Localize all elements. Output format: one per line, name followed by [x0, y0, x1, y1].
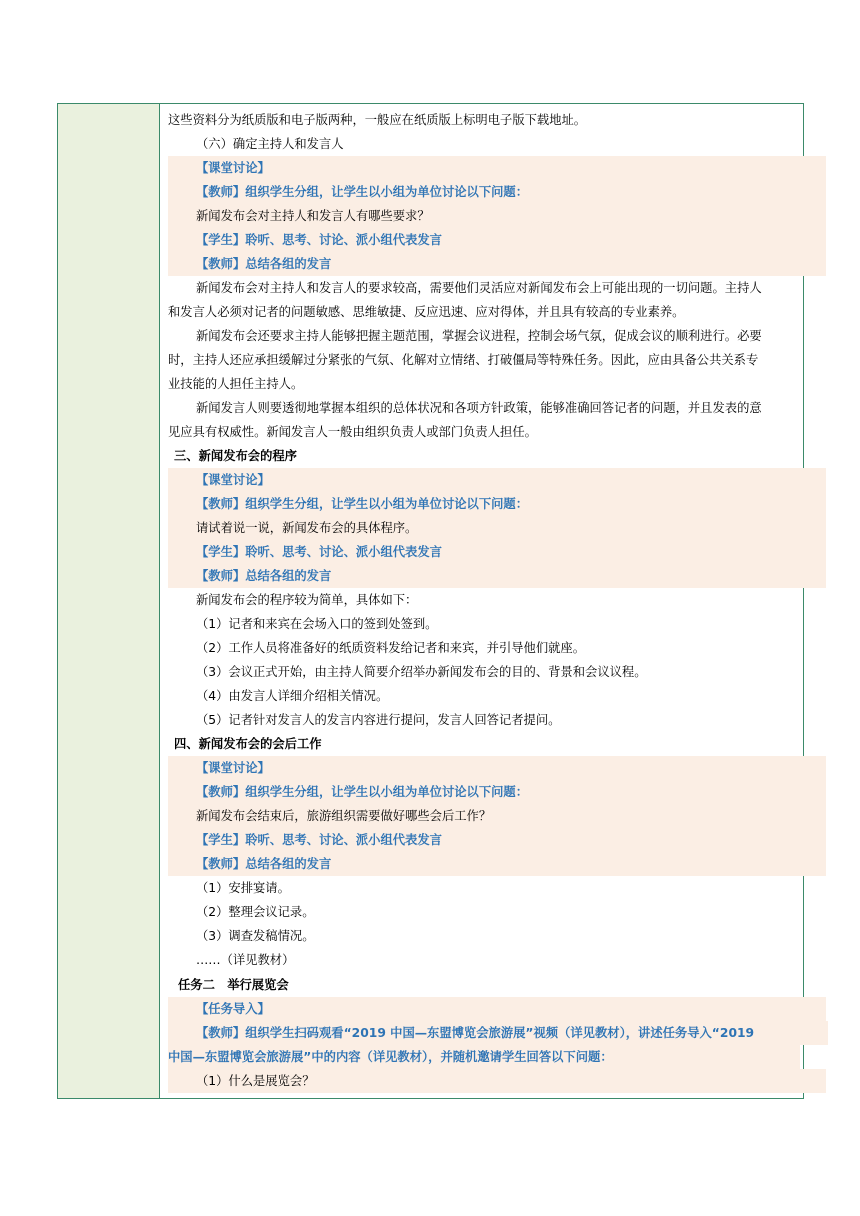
paragraph-line: 新闻发言人则要透彻地掌握本组织的总体状况和各项方针政策，能够准确回答记者的问题，并且发表的意 — [196, 401, 762, 415]
discussion-question: （1）什么是展览会？ — [168, 1069, 826, 1093]
list-item: （5）记者针对发言人的发言内容进行提问，发言人回答记者提问。 — [196, 713, 561, 727]
paragraph-line: 新闻发布会的程序较为简单，具体如下： — [196, 593, 418, 607]
student-activity: 【学生】聆听、思考、讨论、派小组代表发言 — [168, 828, 826, 852]
list-item: （2）工作人员将准备好的纸质资料发给记者和来宾，并引导他们就座。 — [196, 641, 586, 655]
student-activity: 【学生】聆听、思考、讨论、派小组代表发言 — [168, 540, 826, 564]
list-item: （4）由发言人详细介绍相关情况。 — [196, 689, 389, 703]
list-item: （2）整理会议记录。 — [196, 905, 315, 919]
teacher-summary: 【教师】总结各组的发言 — [168, 252, 826, 276]
teacher-instruction: 【教师】组织学生分组，让学生以小组为单位讨论以下问题： — [168, 180, 826, 204]
list-item: （1）安排宴请。 — [196, 881, 290, 895]
content-column — [160, 104, 803, 1098]
classroom-discussion-label: 【课堂讨论】 — [168, 756, 826, 780]
classroom-discussion-label: 【课堂讨论】 — [168, 468, 826, 492]
label-column — [58, 104, 160, 1098]
task-heading: 任务二 举行展览会 — [178, 978, 289, 992]
task-intro-label: 【任务导入】 — [168, 997, 826, 1021]
teacher-instruction: 【教师】组织学生分组，让学生以小组为单位讨论以下问题： — [168, 780, 826, 804]
list-item: （3）调查发稿情况。 — [196, 929, 315, 943]
paragraph-line: 和发言人必须对记者的问题敏感、思维敏捷、反应迅速、应对得体，并且具有较高的专业素养。 — [168, 305, 685, 319]
classroom-discussion-label: 【课堂讨论】 — [168, 156, 826, 180]
student-activity: 【学生】聆听、思考、讨论、派小组代表发言 — [168, 228, 826, 252]
discussion-question: 请试着说一说，新闻发布会的具体程序。 — [168, 516, 826, 540]
paragraph-line: 时，主持人还应承担缓解过分紧张的气氛、化解对立情绪、打破僵局等特殊任务。因此，应由具备公共关系专 — [168, 353, 759, 367]
section-heading: 三、新闻发布会的程序 — [174, 449, 297, 463]
subheading: （六）确定主持人和发言人 — [196, 137, 344, 151]
paragraph-line: 业技能的人担任主持人。 — [168, 377, 304, 391]
section-heading: 四、新闻发布会的会后工作 — [174, 737, 322, 751]
paragraph-line: 这些资料分为纸质版和电子版两种，一般应在纸质版上标明电子版下载地址。 — [168, 113, 587, 127]
teacher-summary: 【教师】总结各组的发言 — [168, 852, 826, 876]
paragraph-line: 新闻发布会对主持人和发言人的要求较高，需要他们灵活应对新闻发布会上可能出现的一切问题。主持人 — [196, 281, 762, 295]
lesson-table — [57, 103, 804, 1099]
list-item: （1）记者和来宾在会场入口的签到处签到。 — [196, 617, 438, 631]
paragraph-line: 见应具有权威性。新闻发言人一般由组织负责人或部门负责人担任。 — [168, 425, 537, 439]
teacher-instruction: 中国—东盟博览会旅游展”中的内容（详见教材），并随机邀请学生回答以下问题： — [168, 1045, 800, 1069]
discussion-question: 新闻发布会结束后，旅游组织需要做好哪些会后工作？ — [168, 804, 826, 828]
discussion-question: 新闻发布会对主持人和发言人有哪些要求？ — [168, 204, 826, 228]
teacher-instruction: 【教师】组织学生分组，让学生以小组为单位讨论以下问题： — [168, 492, 826, 516]
paragraph-line: 新闻发布会还要求主持人能够把握主题范围，掌握会议进程，控制会场气氛，促成会议的顺利进行。必要 — [196, 329, 762, 343]
list-item: （3）会议正式开始，由主持人简要介绍举办新闻发布会的目的、背景和会议议程。 — [196, 665, 647, 679]
teacher-instruction: 【教师】组织学生扫码观看“2019 中国—东盟博览会旅游展”视频（详见教材），讲述任务导入“2019 — [168, 1021, 828, 1045]
teacher-summary: 【教师】总结各组的发言 — [168, 564, 826, 588]
ellipsis-note: ……（详见教材） — [196, 953, 295, 967]
